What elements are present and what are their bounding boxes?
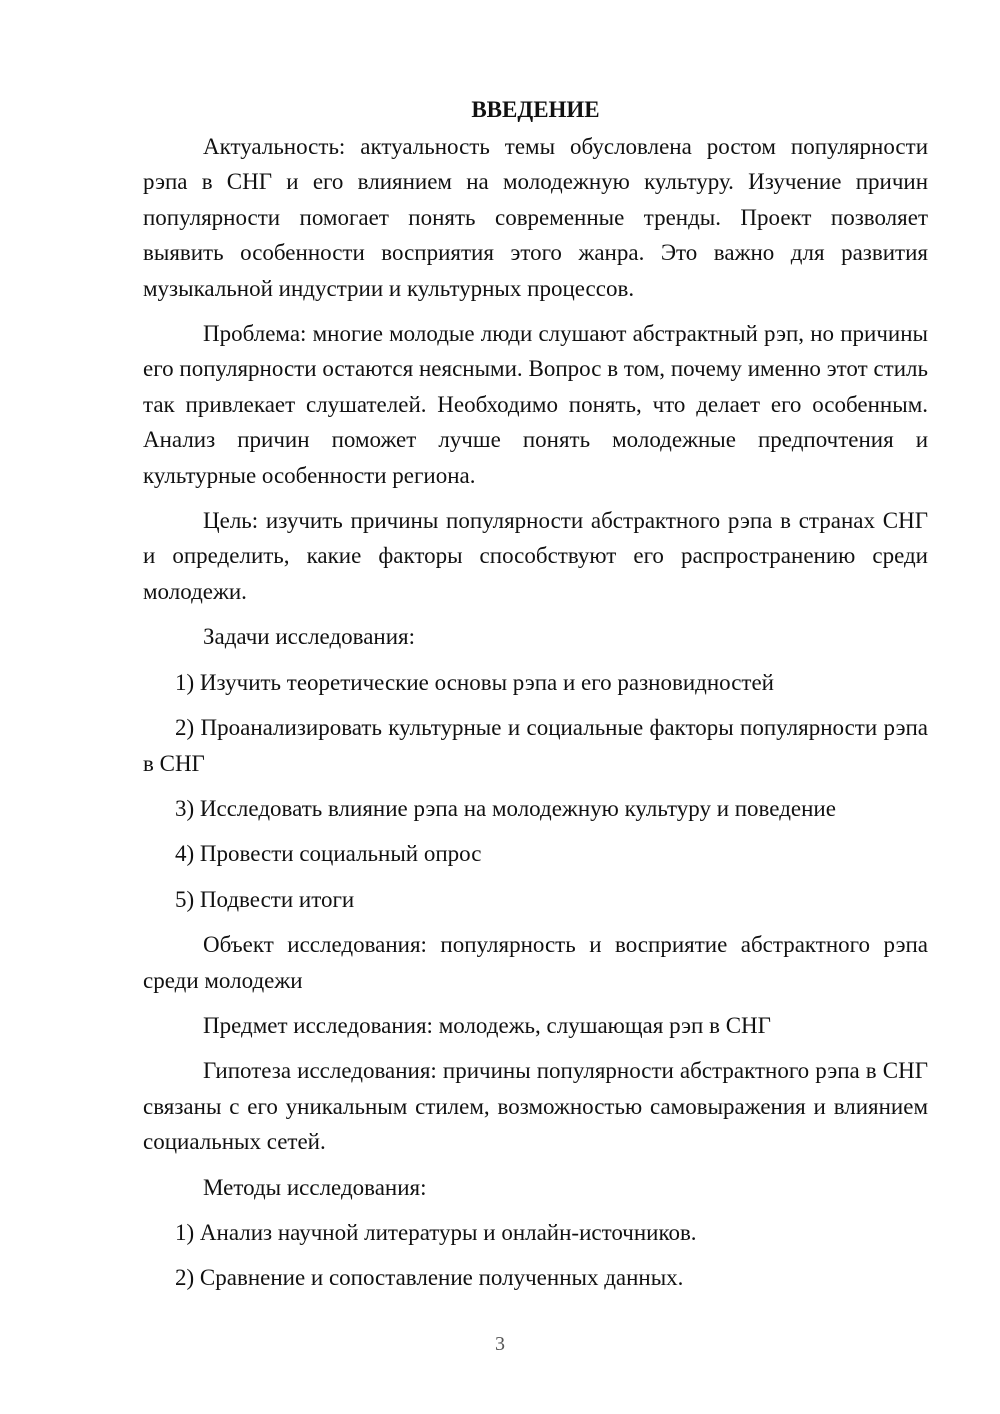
paragraph-goal: Цель: изучить причины популярности абстрактного рэпа в странах СНГ и определить, какие факторы способствуют его распространению среди молодежи. [143,508,928,604]
page-content [143,93,928,1296]
tasks-heading: Задачи исследования: [203,624,416,650]
task-item: 4) Провести социальный опрос [175,841,482,867]
method-item: 1) Анализ научной литературы и онлайн-источников. [175,1219,697,1245]
paragraph-subject: Предмет исследования: молодежь, слушающая рэп в СНГ [203,1012,771,1038]
task-item: 1) Изучить теоретические основы рэпа и его разновидностей [175,669,774,695]
section-title: ВВЕДЕНИЕ [471,97,600,122]
task-item: 3) Исследовать влияние рэпа на молодежную культуру и поведение [175,795,836,821]
task-item: 2) Проанализировать культурные и социальные факторы популярности рэпа в СНГ [143,715,928,776]
paragraph-relevance: Актуальность: актуальность темы обусловлена ростом популярности рэпа в СНГ и его влиянием на молодежную культуру. Изучение причин популярности помогает понять современные тренды. Проект позволяет выявить особенности восприятия этого жанра. Это важно для развития музыкальной индустрии и культурных процессов. [143,134,928,301]
task-item: 5) Подвести итоги [175,886,355,912]
method-item: 2) Сравнение и сопоставление полученных данных. [175,1265,684,1291]
paragraph-object: Объект исследования: популярность и восприятие абстрактного рэпа среди молодежи [143,932,928,993]
paragraph-hypothesis: Гипотеза исследования: причины популярности абстрактного рэпа в СНГ связаны с его уникальным стилем, возможностью самовыражения и влиянием социальных сетей. [143,1058,928,1155]
paragraph-problem: Проблема: многие молодые люди слушают абстрактный рэп, но причины его популярности остаются неясными. Вопрос в том, почему именно этот стиль так привлекает слушателей. Необходимо понять, что делает его особенным. Анализ причин поможет лучше понять молодежные предпочтения и культурные особенности региона. [143,321,928,488]
methods-heading: Методы исследования: [203,1174,427,1200]
page-number: 3 [495,1333,505,1355]
